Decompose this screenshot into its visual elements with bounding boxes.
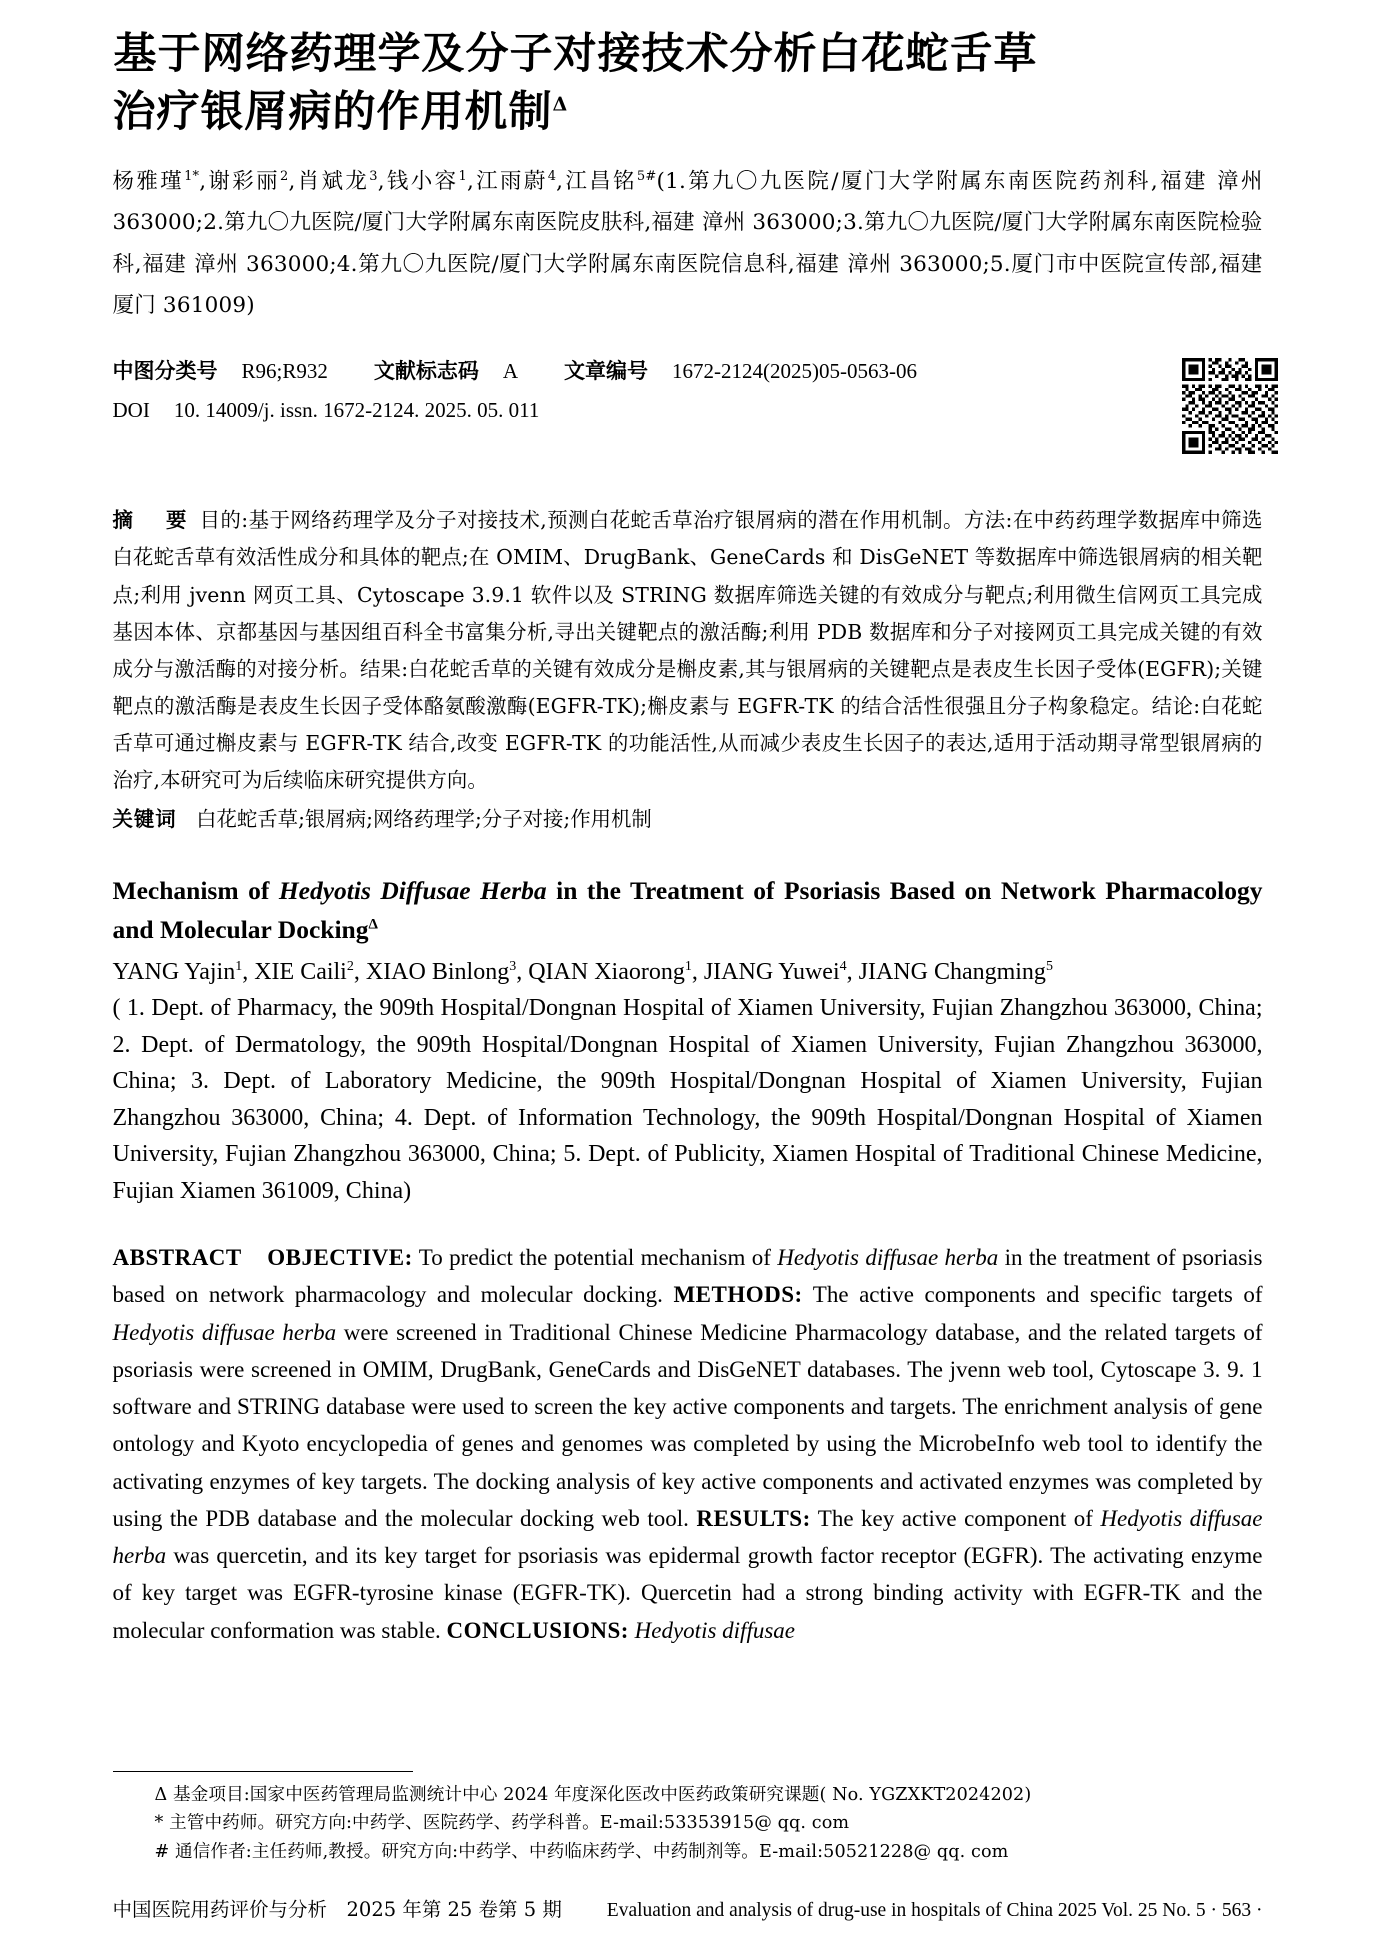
page-title-chinese (111, 26, 1263, 141)
results-species: Hedyotis diffusae herba (112, 1505, 1263, 1569)
authors-affiliations-chinese (113, 161, 1263, 326)
methods-label: METHODS: (673, 1282, 803, 1308)
footnote-divider (113, 1771, 413, 1772)
methods-post: were screened in Traditional Chinese Medicine Pharmacology database, and the related targets of psoriasis were screened in OMIM, DrugBank, GeneCards and DisGeNET databases. The jvenn web tool, Cytoscape 3. 9. 1 software and STRING database were used to screen the key active components and targets. The enrichment analysis of gene ontology and Kyoto encyclopedia of genes and genomes was completed by using the MicrobeInfo web tool to identify the activating enzymes of key targets. The docking analysis of key active components and activated enzymes was completed by using the PDB database and the molecular docking web tool. (112, 1319, 1263, 1531)
page-title-english (113, 872, 1263, 949)
affiliations-english (113, 990, 1263, 1209)
affiliations-english-text: ( 1. Dept. of Pharmacy, the 909th Hospital/Dongnan Hospital of Xiamen University, Fujian Zhangzhou 363000, China; 2. Dept. of Dermatology, the 909th Hospital/Dongnan Hospital of Xiamen University, Fujian Zhangzhou 363000, China; 3. Dept. of Laboratory Medicine, the 909th Hospital/Dongnan Hospital of Xiamen University, Fujian Zhangzhou 363000, China; 4. Dept. of Information Technology, the 909th Hospital/Dongnan Hospital of Xiamen University, Fujian Zhangzhou 363000, China; 5. Dept. of Publicity, Xiamen Hospital of Traditional Chinese Medicine, Fujian Xiamen 361009, China) (112, 995, 1263, 1204)
footer-journal-english: Evaluation and analysis of drug-use in hospitals of China 2025 Vol. 25 No. 5 · 563 · (606, 1900, 1263, 1921)
objective-post: in the treatment of psoriasis based on network pharmacology and molecular docking. (112, 1245, 1263, 1308)
footnote-first-author: * 主管中药师。研究方向:中药学、医院药学、药学科普。E-mail:53353915@ qq. com (154, 1813, 850, 1833)
authors-english (113, 954, 1263, 990)
conclusions-post: Hedyotis diffusae (628, 1617, 795, 1643)
classification-metadata (113, 352, 1263, 472)
keywords-chinese-heading: 关键词 (112, 807, 177, 832)
methods-species: Hedyotis diffusae herba (112, 1319, 337, 1345)
footnote-corresponding-author: # 通信作者:主任药师,教授。研究方向:中药学、中药临床药学、中药制剂等。E-mail:50521228@ qq. com (154, 1841, 1009, 1862)
methods-pre: The active components and specific targets of (802, 1282, 1263, 1308)
title-line-2: 治疗银屑病的作用机制 (111, 86, 553, 137)
title-english-species: Hedyotis Diffusae Herba (278, 876, 547, 906)
footnote-funding: Δ 基金项目:国家中医药管理局监测统计中心 2024 年度深化医改中医药政策研究课题( No. YGZXKT2024202) (154, 1784, 1032, 1805)
classification-line (113, 352, 1263, 391)
page-footer (113, 1894, 1263, 1922)
objective-pre: To predict the potential mechanism of (412, 1245, 778, 1271)
results-post: was quercetin, and its key target for psoriasis was epidermal growth factor receptor (EGFR). The activating enzyme of key target was EGFR-tyrosine kinase (EGFR-TK). Quercetin had a strong binding activity with EGFR-TK and the molecular conformation was stable. (112, 1543, 1263, 1643)
results-label: RESULTS: (696, 1505, 811, 1531)
title-english-part1: Mechanism of (112, 876, 279, 906)
clc-value: R96;R932 (241, 359, 328, 384)
doi-line (113, 391, 1263, 430)
abstract-chinese-heading: 摘 要 (112, 508, 193, 533)
keywords-chinese-value: 白花蛇舌草;银屑病;网络药理学;分子对接;作用机制 (196, 807, 652, 832)
qr-code-icon (1182, 358, 1278, 454)
doi-value: 10. 14009/j. issn. 1672-2124. 2025. 05. 011 (173, 398, 540, 423)
footer-journal-chinese: 中国医院用药评价与分析 2025 年第 25 卷第 5 期 (112, 1898, 562, 1921)
results-pre: The key active component of (810, 1505, 1101, 1531)
clc-label: 中图分类号 (112, 358, 218, 384)
title-english-part2: in the Treatment of Psoriasis Based on Network Pharmacology and Molecular Docking (112, 876, 1263, 944)
abstract-chinese (113, 502, 1263, 799)
abstract-english (113, 1239, 1263, 1649)
document-code-value: A (502, 359, 519, 384)
conclusions-label: CONCLUSIONS: (446, 1617, 629, 1643)
footnotes-block (113, 1771, 1263, 1867)
objective-label: OBJECTIVE: (267, 1245, 413, 1271)
abstract-english-heading: ABSTRACT (112, 1245, 242, 1271)
title-english-footnote-marker: Δ (368, 916, 378, 933)
abstract-chinese-body: 目的:基于网络药理学及分子对接技术,预测白花蛇舌草治疗银屑病的潜在作用机制。方法:在中药药理学数据库中筛选白花蛇舌草有效活性成分和具体的靶点;在 OMIM、DrugBank、GeneCards 和 DisGeNET 等数据库中筛选银屑病的相关靶点;利用 jvenn 网页工具、Cytoscape 3.9.1 软件以及 STRING 数据库筛选关键的有效成分与靶点;利用微生信网页工具完成基因本体、京都基因与基因组百科全书富集分析,寻出关键靶点的激活酶;利用 PDB 数据库和分子对接网页工具完成关键的有效成分与激活酶的对接分析。结果:白花蛇舌草的关键有效成分是槲皮素,其与银屑病的关键靶点是表皮生长因子受体(EGFR);关键靶点的激活酶是表皮生长因子受体酪氨酸激酶(EGFR-TK);槲皮素与 EGFR-TK 的结合活性很强且分子构象稳定。结论:白花蛇舌草可通过槲皮素与 EGFR-TK 结合,改变 EGFR-TK 的功能活性,从而减少表皮生长因子的表达,适用于活动期寻常型银屑病的治疗,本研究可为后续临床研究提供方向。 (112, 508, 1263, 793)
authors-chinese-text: 杨雅瑾$^{1*}$,谢彩丽$^2$,肖斌龙$^3$,钱小容$^1$,江雨蔚$^4$,江昌铭$^{5\#}$(1.第九〇九医院/厦门大学附属东南医院药剂科,福建 漳州 363000;2.第九〇九医院/厦门大学附属东南医院皮肤科,福建 漳州 363000;3.第九〇九医院/厦门大学附属东南医院检验科,福建 漳州 363000;4.第九〇九医院/厦门大学附属东南医院信息科,福建 漳州 363000;5.厦门市中医院宣传部,福建 厦门 361009) (112, 169, 1263, 319)
article-number-value: 1672-2124(2025)05-0563-06 (672, 359, 917, 384)
document-code-label: 文献标志码 (373, 358, 479, 384)
page-content (113, 0, 1263, 1649)
keywords-chinese (113, 801, 1263, 838)
authors-english-text: YANG Yajin$^1$, XIE Caili$^2$, XIAO Binlong$^3$, QIAN Xiaorong$^1$, JIANG Yuwei$^4$, JIANG Changming$^5$ (112, 958, 1053, 985)
objective-species: Hedyotis diffusae herba (777, 1245, 999, 1271)
title-footnote-marker: Δ (551, 93, 569, 116)
title-line-1: 基于网络药理学及分子对接技术分析白花蛇舌草 (112, 29, 1038, 79)
article-number-label: 文章编号 (564, 358, 649, 384)
doi-label: DOI (112, 398, 150, 423)
